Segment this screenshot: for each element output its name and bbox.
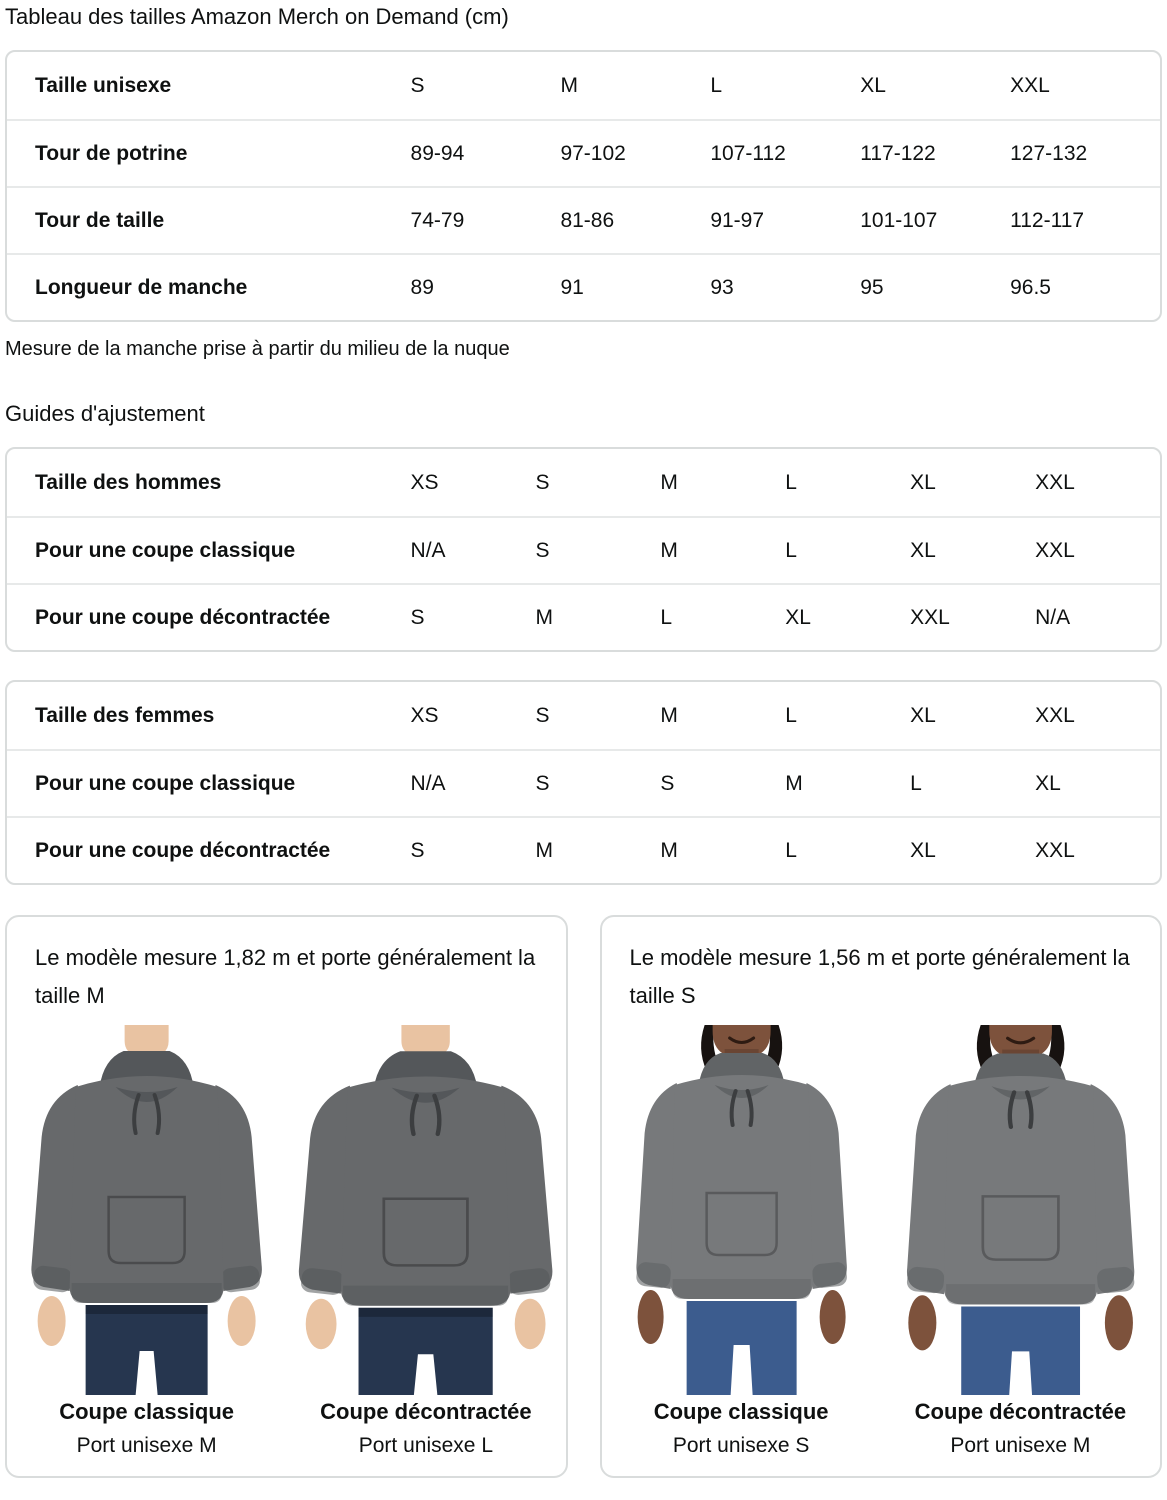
female-model-relaxed-photo (881, 1025, 1160, 1395)
size-cell: S (410, 838, 425, 862)
size-cell: 117-122 (860, 141, 936, 165)
model-description: Le modèle mesure 1,82 m et porte généralement la taille M (35, 945, 536, 1008)
men-fit-table (5, 447, 1162, 652)
size-cell: 107-112 (710, 141, 786, 165)
wear-caption: Port unisexe M (76, 1434, 217, 1457)
size-cell: 91-97 (710, 208, 765, 232)
male-model-classic-photo (7, 1025, 286, 1395)
size-cell: S (535, 470, 550, 494)
wear-caption: Port unisexe S (672, 1434, 810, 1457)
row-label: Pour une coupe classique (35, 538, 296, 562)
size-cell: L (785, 538, 797, 562)
model-figure-relaxed (286, 1025, 565, 1458)
size-cell: XS (410, 470, 439, 494)
table-row (7, 816, 1160, 883)
size-cell: S (535, 771, 550, 795)
size-cell: L (785, 703, 797, 727)
table-row (7, 253, 1160, 320)
size-cell: N/A (410, 538, 446, 562)
size-cell: L (785, 470, 797, 494)
table-row (7, 186, 1160, 253)
size-cell: XXL (1010, 73, 1050, 97)
size-cell: S (410, 605, 425, 629)
size-cell: XXL (1035, 703, 1075, 727)
size-cell: XXL (1035, 538, 1075, 562)
row-label: Pour une coupe décontractée (35, 605, 331, 629)
model-figures (602, 1025, 1161, 1458)
page-title: Tableau des tailles Amazon Merch on Demand (cm) (5, 4, 509, 29)
sleeve-measure-note: Mesure de la manche prise à partir du milieu de la nuque (5, 338, 510, 360)
row-label: Pour une coupe décontractée (35, 838, 331, 862)
row-label: Tour de potrine (35, 141, 188, 165)
table-row (7, 749, 1160, 816)
size-cell: XL (860, 73, 886, 97)
fit-guides-heading: Guides d'ajustement (5, 401, 205, 426)
figure-caption (602, 1399, 881, 1458)
size-cell: L (710, 73, 723, 97)
figure-caption (7, 1399, 286, 1458)
row-label: Tour de taille (35, 208, 165, 232)
size-cell: S (410, 73, 425, 97)
row-label: Longueur de manche (35, 275, 248, 299)
size-cell: N/A (1035, 605, 1071, 629)
figure-caption (286, 1399, 565, 1458)
fit-caption: Coupe décontractée (914, 1399, 1127, 1424)
table-row (7, 583, 1160, 650)
size-cell: XL (910, 470, 936, 494)
fit-caption: Coupe classique (653, 1399, 829, 1424)
size-cell: 96.5 (1010, 275, 1051, 299)
size-cell: M (660, 470, 678, 494)
model-figure-relaxed (881, 1025, 1160, 1458)
row-label: Taille des femmes (35, 703, 215, 727)
size-cell: 89 (410, 275, 434, 299)
table-row (7, 119, 1160, 186)
size-cell: S (535, 538, 550, 562)
size-cell: 112-117 (1010, 208, 1085, 232)
model-figure-classic (7, 1025, 286, 1458)
size-cell: L (785, 838, 797, 862)
size-cell: N/A (410, 771, 446, 795)
size-cell: XL (910, 538, 936, 562)
size-cell: 101-107 (860, 208, 938, 232)
row-label: Taille des hommes (35, 470, 222, 494)
table-row (7, 682, 1160, 749)
table-row (7, 52, 1160, 119)
size-cell: M (535, 838, 553, 862)
size-cell: XL (910, 838, 936, 862)
size-cell: 89-94 (410, 141, 465, 165)
size-cell: 127-132 (1010, 141, 1088, 165)
men-model-card (5, 915, 568, 1478)
size-cell: L (910, 771, 922, 795)
wear-caption: Port unisexe L (358, 1434, 493, 1457)
women-fit-table (5, 680, 1162, 885)
table-row (7, 449, 1160, 516)
figure-caption (881, 1399, 1160, 1458)
row-label: Pour une coupe classique (35, 771, 296, 795)
size-cell: S (535, 703, 550, 727)
size-cell: XXL (1035, 838, 1075, 862)
model-cards (5, 915, 1162, 1478)
size-cell: XXL (910, 605, 950, 629)
size-cell: M (560, 73, 578, 97)
size-cell: 97-102 (560, 141, 626, 165)
size-cell: XL (910, 703, 936, 727)
male-model-relaxed-photo (286, 1025, 565, 1395)
fit-caption: Coupe décontractée (320, 1399, 532, 1424)
model-figures (7, 1025, 566, 1458)
size-cell: 81-86 (560, 208, 615, 232)
unisex-size-table (5, 50, 1162, 322)
female-model-classic-photo (602, 1025, 881, 1395)
size-cell: XXL (1035, 470, 1075, 494)
size-cell: 93 (710, 275, 734, 299)
size-cell: 95 (860, 275, 884, 299)
model-figure-classic (602, 1025, 881, 1458)
size-cell: XS (410, 703, 439, 727)
row-label: Taille unisexe (35, 73, 172, 97)
size-cell: 91 (560, 275, 584, 299)
table-row (7, 516, 1160, 583)
size-cell: M (660, 538, 678, 562)
size-cell: 74-79 (410, 208, 465, 232)
wear-caption: Port unisexe M (950, 1434, 1091, 1457)
size-cell: M (660, 838, 678, 862)
women-model-card (600, 915, 1163, 1478)
size-cell: S (660, 771, 675, 795)
size-cell: XL (1035, 771, 1061, 795)
size-cell: M (535, 605, 553, 629)
size-cell: L (660, 605, 673, 629)
size-cell: M (660, 703, 678, 727)
model-description: Le modèle mesure 1,56 m et porte généralement la taille S (629, 945, 1130, 1008)
size-cell: XL (785, 605, 811, 629)
fit-caption: Coupe classique (59, 1399, 235, 1424)
size-cell: M (785, 771, 803, 795)
